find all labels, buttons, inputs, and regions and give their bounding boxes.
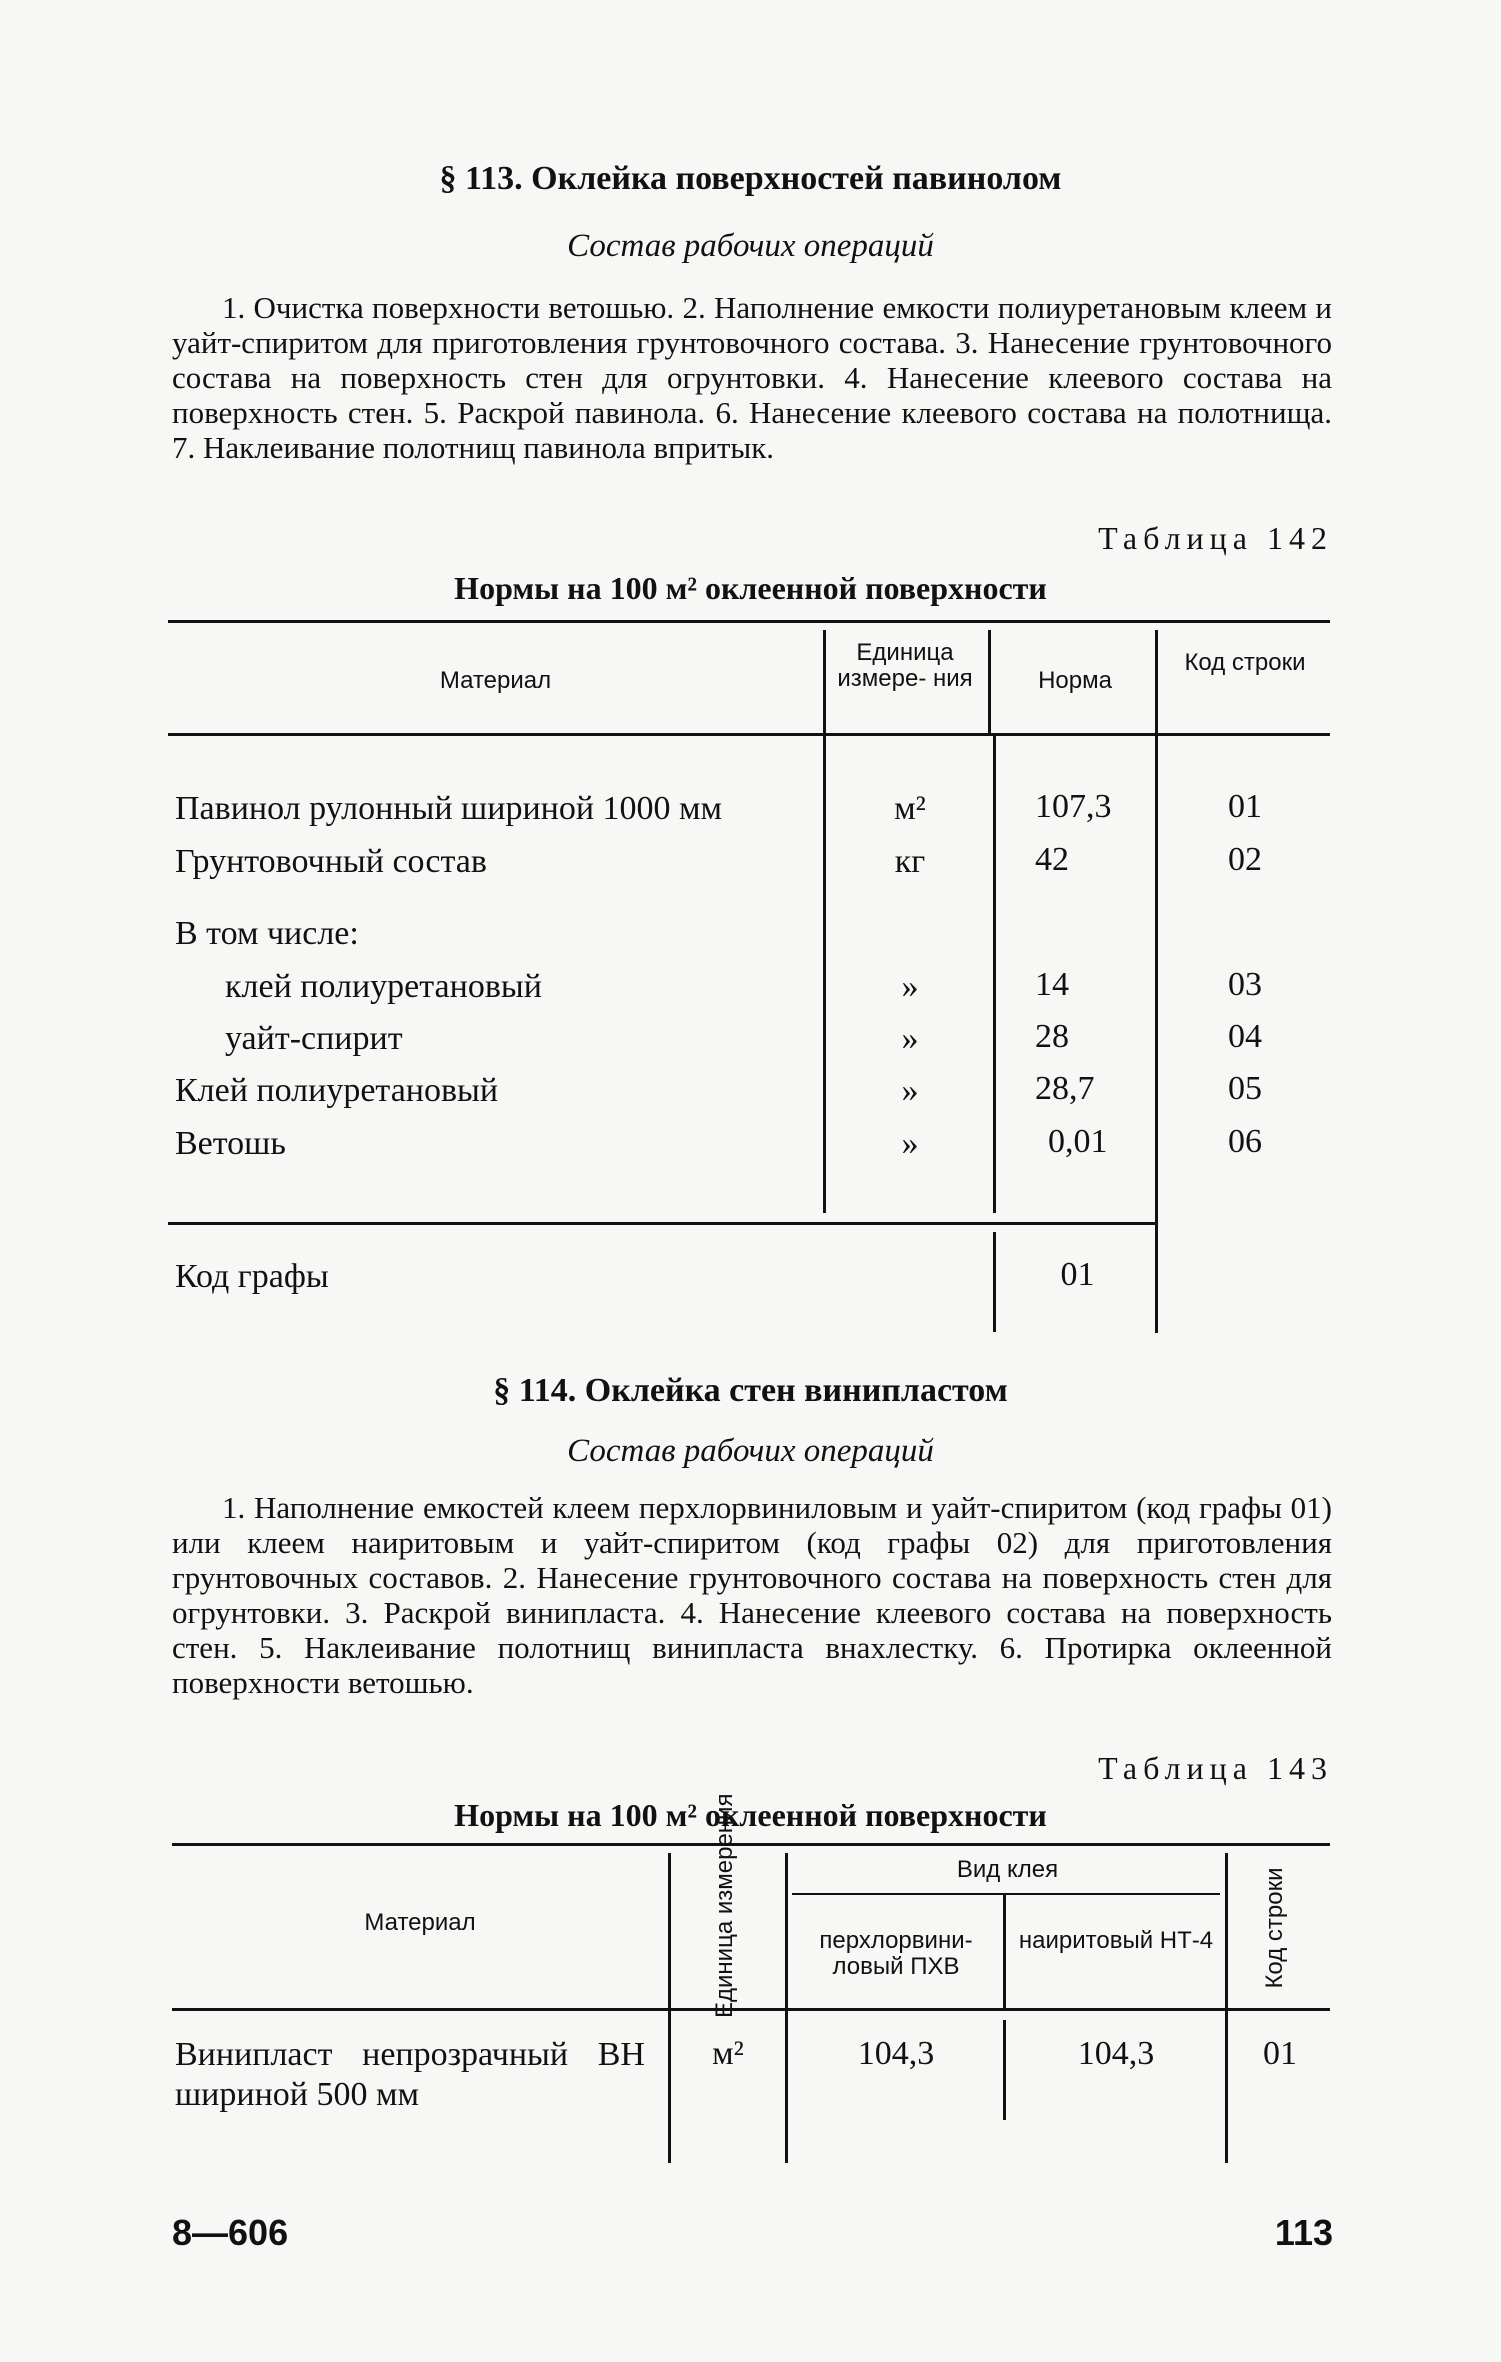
table-row-unit: кг xyxy=(894,843,926,880)
table-row-norm: 14 xyxy=(1035,966,1069,1003)
table-top-rule xyxy=(168,620,1330,623)
table-row-material: Грунтовочный состав xyxy=(175,843,487,880)
table-row-material: уайт-спирит xyxy=(225,1020,403,1057)
column-divider xyxy=(1003,2020,1006,2120)
table-row-code: 01 xyxy=(1228,788,1262,825)
table-body-rule xyxy=(168,1222,1158,1225)
table-row-norm: 0,01 xyxy=(1048,1123,1108,1160)
table-header-rule xyxy=(172,2008,1330,2011)
column-divider xyxy=(988,630,991,733)
column-divider xyxy=(668,1853,671,2163)
section-114-paragraph xyxy=(172,1490,1332,1700)
column-divider xyxy=(993,733,996,1213)
table-row-code: 06 xyxy=(1228,1123,1262,1160)
header-material: Материал xyxy=(439,667,552,694)
table-row-unit: » xyxy=(901,968,919,1005)
table-row-material: Винипласт непрозрачный ВН шириной 500 мм xyxy=(175,2036,645,2113)
column-divider xyxy=(1225,1853,1228,2163)
section-114-subtitle: Состав рабочих операций xyxy=(567,1433,934,1469)
table-top-rule xyxy=(172,1843,1330,1846)
table-row-code: 01 xyxy=(1263,2035,1297,2072)
table-row-norm: 28,7 xyxy=(1035,1070,1095,1107)
table-row-unit: м² xyxy=(894,790,926,827)
table-row-code: 02 xyxy=(1228,841,1262,878)
column-divider xyxy=(823,630,826,1213)
column-divider xyxy=(1155,630,1158,1333)
header-glue-pkhv: перхлорвини- ловый ПХВ xyxy=(819,1927,973,1980)
section-113-paragraph xyxy=(172,290,1332,465)
table-row-unit: » xyxy=(901,1072,919,1109)
table-row-code: 03 xyxy=(1228,966,1262,1003)
table-143-title: Нормы на 100 м² оклеенной поверхности xyxy=(454,1797,1047,1833)
table-143-caption: Таблица 143 xyxy=(1098,1750,1333,1786)
footer-signature: 8—606 xyxy=(172,2212,289,2253)
table-row-material: В том числе: xyxy=(175,915,359,952)
table-row-norm: 107,3 xyxy=(1035,788,1112,825)
section-113-paragraph-text: 1. Очистка поверхности ветошью. 2. Наполнение емкости полиуретановым клеем и уайт-спиритом для приготовления грунтовочного состава. 3. Нанесение грунтовочного состава на поверхность стен для огрунтовки. 4. Нанесение клеевого состава на поверхность стен. 5. Раскрой павинола. 6. Нанесение клеевого состава на полотнища. 7. Наклеивание полотнищ павинола впритык. xyxy=(172,290,1332,465)
section-113-heading: § 113. Оклейка поверхностей павинолом xyxy=(439,160,1062,197)
table-row-unit: » xyxy=(901,1020,919,1057)
page-number: 113 xyxy=(1274,2212,1333,2253)
table-142-title: Нормы на 100 м² оклеенной поверхности xyxy=(454,570,1047,606)
table-row-norm: 42 xyxy=(1035,841,1069,878)
header-material: Материал xyxy=(364,1909,476,1936)
table-footer-value: 01 xyxy=(1060,1256,1095,1293)
table-row-code: 04 xyxy=(1228,1018,1262,1055)
section-114-paragraph-text: 1. Наполнение емкостей клеем перхлорвиниловым и уайт-спиритом (код графы 01) или клеем наиритовым и уайт-спиритом (код графы 02) для приготовления грунтовочных составов. 2. Нанесение грунтовочного состава на поверхность стен для огрунтовки. 3. Раскрой винипласта. 4. Нанесение клеевого состава на поверхность стен. 5. Наклеивание полотнищ винипласта внахлестку. 6. Протирка оклеенной поверхности ветошью. xyxy=(172,1490,1332,1700)
table-row-material: Павинол рулонный шириной 1000 мм xyxy=(175,790,723,827)
table-row-unit: » xyxy=(901,1125,919,1162)
header-glue-group: Вид клея xyxy=(956,1856,1059,1883)
column-divider xyxy=(785,1853,788,2163)
header-unit: Единица измерения xyxy=(711,1793,738,2018)
table-142-caption: Таблица 142 xyxy=(1098,520,1333,556)
table-footer-label: Код графы xyxy=(175,1258,329,1295)
table-row-unit: м² xyxy=(712,2035,744,2072)
header-code: Код строки xyxy=(1184,649,1306,676)
table-row-material: Клей полиуретановый xyxy=(175,1072,499,1109)
header-unit: Единица измере- ния xyxy=(837,639,973,692)
table-row-glue-pkhv: 104,3 xyxy=(857,2035,935,2072)
table-row-glue-nt4: 104,3 xyxy=(1077,2035,1155,2072)
table-row-material: Ветошь xyxy=(175,1125,286,1162)
column-divider xyxy=(993,1232,996,1332)
table-row-material: клей полиуретановый xyxy=(225,968,542,1005)
table-row-code: 05 xyxy=(1228,1070,1262,1107)
section-114-heading: § 114. Оклейка стен винипластом xyxy=(493,1372,1008,1409)
section-113-subtitle: Состав рабочих операций xyxy=(567,228,934,264)
table-group-rule xyxy=(792,1893,1220,1895)
header-code: Код строки xyxy=(1261,1867,1288,1989)
table-row-norm: 28 xyxy=(1035,1018,1069,1055)
header-glue-nt4: наиритовый НТ-4 xyxy=(1018,1927,1214,1954)
header-norm: Норма xyxy=(1038,667,1112,694)
column-divider xyxy=(1003,1895,1006,2008)
